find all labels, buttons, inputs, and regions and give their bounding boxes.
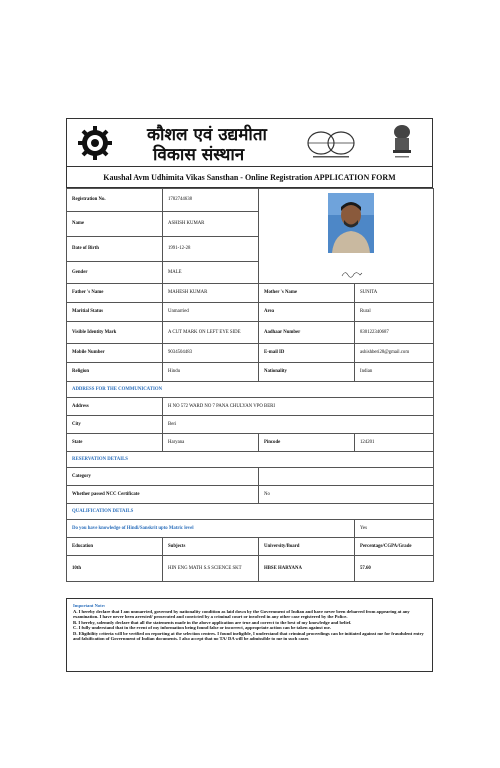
application-form-table (66, 188, 434, 582)
marital-status-label: Maritial Status (67, 303, 163, 322)
applicant-photo (328, 193, 374, 253)
qualification-section-heading: QUALIFICATION DETAILS (67, 504, 434, 520)
note-b: B. I hereby, solemnly declare that all the statements made in the above application are true and correct to the best of my knowledge and belief. (73, 619, 352, 625)
gear-logo-icon (77, 125, 113, 161)
note-c: C. I fully understand that in the event of my information being found false or incorrect, appropriate action can be taken against me. (73, 625, 331, 630)
hindi-knowledge-answer: Yes (355, 520, 434, 538)
dob-value: 1991-12-28 (163, 237, 259, 262)
education-header: Education (67, 538, 163, 556)
board-header: University/Board (259, 538, 355, 556)
father-name-label: Father 's Name (67, 284, 163, 303)
state-label: State (67, 434, 163, 452)
name-label: Name (67, 212, 163, 237)
registration-no-value: 1782744638 (163, 189, 259, 212)
city-value: Beri (163, 416, 434, 434)
address-section-heading: ADDRESS FOR THE COMMUNICATION (67, 382, 434, 398)
identity-mark-value: A CUT MARK ON LEFT EYE SIDE (163, 322, 259, 344)
category-label: Category (67, 468, 259, 486)
address-value: H NO 572 WARD NO 7 PANA CHULYAN VPO BERI (163, 398, 434, 416)
percentage-header: Percentage/CGPA/Grade (355, 538, 434, 556)
mother-name-value: SUNITA (355, 284, 434, 303)
form-header (66, 118, 433, 166)
area-label: Area (259, 303, 355, 322)
address-label: Address (67, 398, 163, 416)
mobile-label: Mobile Number (67, 344, 163, 363)
education-cell: 10th (67, 556, 163, 582)
org-name-hindi-line2: विकास संस्थान (153, 145, 245, 165)
area-value: Rural (355, 303, 434, 322)
subjects-cell: HIN ENG MATH S.S SCIENCE SKT (163, 556, 259, 582)
religion-label: Religion (67, 363, 163, 382)
nationality-value: Indian (355, 363, 434, 382)
registration-no-label: Registration No. (67, 189, 163, 212)
dob-label: Date of Birth (67, 237, 163, 262)
applicant-signature (340, 268, 364, 280)
religion-value: Hindu (163, 363, 259, 382)
gender-label: Gender (67, 262, 163, 284)
important-notes (66, 598, 433, 672)
identity-mark-label: Visible Identity Mark (67, 322, 163, 344)
ncc-value: No (259, 486, 434, 504)
subjects-header: Subjects (163, 538, 259, 556)
hindi-knowledge-question: Do you have knowledge of Hindi/Sanskrit upto Matric level (67, 520, 355, 538)
category-value (259, 468, 434, 486)
email-label: E-mail ID (259, 344, 355, 363)
pincode-label: Pincode (259, 434, 355, 452)
national-emblem-icon (391, 123, 413, 161)
ncc-label: Whether passed NCC Certificate (67, 486, 259, 504)
org-name-hindi-line1: कौशल एवं उद्यमीता (147, 125, 267, 145)
mother-name-label: Mother 's Name (259, 284, 355, 303)
table-row (67, 556, 434, 582)
email-value: ashishberi28@gmail.com (355, 344, 434, 363)
swachh-bharat-logo-icon (303, 129, 359, 159)
aadhaar-label: Aadhaar Number (259, 322, 355, 344)
nationality-label: Nationality (259, 363, 355, 382)
note-d: D. Eligibility criteria will be verified on reporting at the selection centres. I found ineligible, I understand that criminal proceedings can be initiated against me for fraudulent entry and falsification of Government of Indian documents. I also accept that no TA/ DA will be admissible to me in such cases (73, 630, 424, 641)
mobile-value: 9034504483 (163, 344, 259, 363)
city-label: City (67, 416, 163, 434)
note-a: A. I hereby declare that I am unmarried, governed by nationality condition as laid down by the Government of Indian and have never been debarred from appearing at any examination. I have never been arrested/ prosecuted and convicted by a criminal court or involved in any other case registered by the Police. (73, 608, 410, 619)
gender-value: MALE (163, 262, 259, 284)
board-cell: HBSE HARYANA (259, 556, 355, 582)
form-title: Kaushal Avm Udhimita Vikas Sansthan - Online Registration APPLICATION FORM (66, 166, 433, 188)
pincode-value: 124201 (355, 434, 434, 452)
father-name-value: MAHESH KUMAR (163, 284, 259, 303)
percentage-cell: 57.60 (355, 556, 434, 582)
marital-status-value: Unmarried (163, 303, 259, 322)
notes-heading: Important Note: (73, 603, 106, 608)
name-value: ASHISH KUMAR (163, 212, 259, 237)
aadhaar-value: 830122340687 (355, 322, 434, 344)
state-value: Haryana (163, 434, 259, 452)
reservation-section-heading: RESERVATION DETAILS (67, 452, 434, 468)
